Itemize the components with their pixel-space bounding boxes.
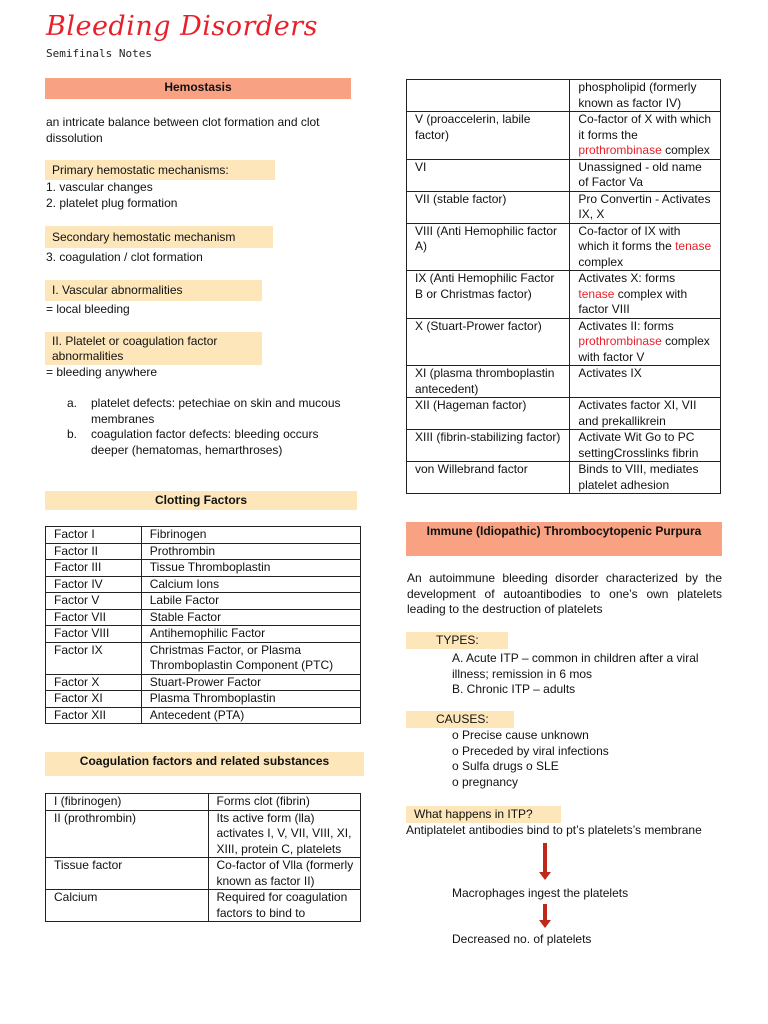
page-subtitle: Semifinals Notes bbox=[46, 47, 152, 60]
description-text: Activates IX bbox=[578, 366, 642, 380]
list-item: b. coagulation factor defects: bleeding occurs deeper (hematomas, hemarthroses) bbox=[67, 427, 319, 457]
factor-cell: XIII (fibrin-stabilizing factor) bbox=[407, 430, 570, 462]
description-cell bbox=[570, 159, 721, 191]
platelet-abnormalities-label: II. Platelet or coagulation factor abnormalities bbox=[45, 332, 262, 365]
factor-cell: XI (plasma thromboplastin antecedent) bbox=[407, 366, 570, 398]
description-cell bbox=[570, 318, 721, 366]
itp-causes-list bbox=[452, 728, 722, 790]
description-cell: Antihemophilic Factor bbox=[141, 626, 360, 643]
description-cell bbox=[570, 398, 721, 430]
list-item: a. platelet defects: petechiae on skin and mucous membranes bbox=[67, 396, 341, 426]
factor-cell: Factor IX bbox=[46, 642, 142, 674]
factor-cell: Factor V bbox=[46, 593, 142, 610]
table-row bbox=[407, 191, 721, 223]
description-cell: Its active form (lla) activates I, V, VII, VIII, XI, XIII, protein C, platelets bbox=[208, 810, 361, 858]
flow-arrow-1-shaft bbox=[543, 843, 547, 874]
factor-cell: Tissue factor bbox=[46, 858, 209, 890]
factor-cell: Factor VIII bbox=[46, 626, 142, 643]
description-text: Pro Convertin - Activates IX, X bbox=[578, 191, 711, 221]
description-cell: Forms clot (fibrin) bbox=[208, 794, 361, 811]
clotting-factors-table bbox=[45, 526, 361, 724]
factor-cell: Factor IV bbox=[46, 576, 142, 593]
factor-cell: VIII (Anti Hemophilic factor A) bbox=[407, 223, 570, 271]
table-row bbox=[46, 560, 361, 577]
table-row bbox=[46, 609, 361, 626]
description-cell bbox=[570, 271, 721, 319]
description-text: Co-factor of X with which it forms the bbox=[578, 112, 712, 142]
secondary-mechanism-label: Secondary hemostatic mechanism bbox=[45, 226, 273, 248]
arrow-down-icon bbox=[539, 872, 551, 880]
description-cell bbox=[570, 191, 721, 223]
list-item: B. Chronic ITP – adults bbox=[452, 682, 576, 696]
platelet-note: = bleeding anywhere bbox=[46, 365, 158, 379]
description-cell: Plasma Thromboplastin bbox=[141, 691, 360, 708]
vascular-abnormalities-label: I. Vascular abnormalities bbox=[45, 280, 262, 301]
table-row bbox=[46, 642, 361, 674]
table-row bbox=[46, 890, 361, 922]
complex-term: tenase bbox=[675, 239, 712, 253]
hemostasis-definition: an intricate balance between clot formation and clot dissolution bbox=[46, 115, 320, 145]
table-row bbox=[46, 674, 361, 691]
description-text: complex bbox=[661, 143, 710, 157]
description-cell bbox=[570, 112, 721, 160]
complex-term: prothrombinase bbox=[578, 143, 662, 157]
description-cell: Labile Factor bbox=[141, 593, 360, 610]
table-row bbox=[46, 543, 361, 560]
factor-cell: VI bbox=[407, 159, 570, 191]
description-text: Activates X: forms bbox=[578, 271, 676, 285]
description-cell: Stuart-Prower Factor bbox=[141, 674, 360, 691]
secondary-mechanism-item: 3. coagulation / clot formation bbox=[46, 250, 203, 264]
table-row bbox=[46, 626, 361, 643]
table-row bbox=[407, 80, 721, 112]
factor-cell: Factor XII bbox=[46, 707, 142, 724]
description-text: complex with factor V bbox=[578, 334, 710, 364]
factor-cell: Factor I bbox=[46, 527, 142, 544]
defects-list bbox=[67, 396, 357, 458]
table-row bbox=[407, 223, 721, 271]
itp-flow-step-2: Macrophages ingest the platelets bbox=[452, 886, 629, 900]
description-cell: Tissue Thromboplastin bbox=[141, 560, 360, 577]
complex-term: prothrombinase bbox=[578, 334, 662, 348]
itp-what-happens-label: What happens in ITP? bbox=[406, 806, 561, 823]
factor-cell: Factor XI bbox=[46, 691, 142, 708]
description-cell: Christmas Factor, or Plasma Thromboplastin Component (PTC) bbox=[141, 642, 360, 674]
factor-description-table bbox=[406, 79, 721, 494]
primary-mechanisms-list bbox=[46, 180, 177, 211]
description-text: complex with factor VIII bbox=[578, 286, 688, 316]
coag-substances-table bbox=[45, 793, 361, 922]
factor-cell: XII (Hageman factor) bbox=[407, 398, 570, 430]
table-row bbox=[46, 527, 361, 544]
table-row bbox=[407, 318, 721, 366]
factor-cell: Factor III bbox=[46, 560, 142, 577]
factor-cell: Factor II bbox=[46, 543, 142, 560]
description-cell: Prothrombin bbox=[141, 543, 360, 560]
description-cell: Co-factor of Vlla (formerly known as factor II) bbox=[208, 858, 361, 890]
factor-cell: Calcium bbox=[46, 890, 209, 922]
table-row bbox=[46, 576, 361, 593]
table-row bbox=[46, 691, 361, 708]
itp-causes-label: CAUSES: bbox=[406, 711, 514, 728]
table-row bbox=[46, 707, 361, 724]
factor-cell bbox=[407, 80, 570, 112]
factor-cell: I (fibrinogen) bbox=[46, 794, 209, 811]
factor-cell: V (proaccelerin, labile factor) bbox=[407, 112, 570, 160]
description-cell: Antecedent (PTA) bbox=[141, 707, 360, 724]
itp-types-label: TYPES: bbox=[406, 632, 508, 649]
list-item: A. Acute ITP – common in children after a viral illness; remission in 6 mos bbox=[452, 651, 699, 681]
description-text: Binds to VIII, mediates platelet adhesion bbox=[578, 462, 699, 492]
description-cell bbox=[570, 223, 721, 271]
complex-term: tenase bbox=[578, 286, 615, 301]
factor-cell: VII (stable factor) bbox=[407, 191, 570, 223]
description-text: Unassigned - old name of Factor Va bbox=[578, 159, 702, 189]
table-row bbox=[46, 593, 361, 610]
factor-cell: X (Stuart-Prower factor) bbox=[407, 318, 570, 366]
description-cell bbox=[570, 462, 721, 494]
list-item: o pregnancy bbox=[452, 774, 519, 789]
description-cell: Calcium Ions bbox=[141, 576, 360, 593]
description-cell bbox=[570, 80, 721, 112]
arrow-down-icon bbox=[539, 920, 551, 928]
description-text: complex bbox=[578, 254, 624, 269]
table-row bbox=[407, 112, 721, 160]
factor-cell: von Willebrand factor bbox=[407, 462, 570, 494]
itp-types-list bbox=[452, 651, 724, 698]
coag-substances-heading: Coagulation factors and related substances bbox=[45, 752, 364, 776]
description-text: Activate Wit Go to PC settingCrosslinks fibrin bbox=[578, 430, 699, 460]
table-row bbox=[407, 366, 721, 398]
table-row bbox=[407, 462, 721, 494]
factor-cell: Factor X bbox=[46, 674, 142, 691]
factor-cell: Factor VII bbox=[46, 609, 142, 626]
description-cell: Stable Factor bbox=[141, 609, 360, 626]
description-cell bbox=[570, 366, 721, 398]
itp-flow-step-3: Decreased no. of platelets bbox=[452, 932, 592, 946]
description-text: Activates factor XI, VII and prekallikrein bbox=[578, 398, 697, 428]
list-item: o Precise cause unknown bbox=[452, 728, 589, 742]
table-row bbox=[407, 271, 721, 319]
description-text: Activates II: forms bbox=[578, 318, 674, 333]
description-text: Co-factor of IX with which it forms the bbox=[578, 223, 681, 253]
table-row bbox=[46, 858, 361, 890]
description-cell: Required for coagulation factors to bind to bbox=[208, 890, 361, 922]
hemostasis-heading: Hemostasis bbox=[45, 78, 351, 99]
description-text: phospholipid (formerly known as factor IV) bbox=[578, 80, 697, 110]
list-item: 1. vascular changes bbox=[46, 180, 153, 194]
clotting-factors-heading: Clotting Factors bbox=[45, 491, 357, 510]
table-row bbox=[407, 159, 721, 191]
table-row bbox=[407, 398, 721, 430]
description-cell: Fibrinogen bbox=[141, 527, 360, 544]
list-item: o Preceded by viral infections bbox=[452, 743, 609, 758]
table-row bbox=[46, 794, 361, 811]
table-row bbox=[407, 430, 721, 462]
itp-heading: Immune (Idiopathic) Thrombocytopenic Purpura bbox=[406, 522, 722, 556]
description-cell bbox=[570, 430, 721, 462]
factor-cell: IX (Anti Hemophilic Factor B or Christmas factor) bbox=[407, 271, 570, 319]
vascular-note: = local bleeding bbox=[46, 302, 130, 316]
itp-description: An autoimmune bleeding disorder characterized by the development of autoantibodies to one’s own platelets leading to the destruction of platelets bbox=[407, 571, 722, 616]
list-item: o Sulfa drugs o SLE bbox=[452, 759, 559, 773]
list-item: 2. platelet plug formation bbox=[46, 195, 178, 210]
table-row bbox=[46, 810, 361, 858]
factor-cell: II (prothrombin) bbox=[46, 810, 209, 858]
itp-flow-step-1: Antiplatelet antibodies bind to pt’s platelets’s membrane bbox=[406, 823, 702, 837]
primary-mechanisms-label: Primary hemostatic mechanisms: bbox=[45, 160, 275, 180]
page-title: Bleeding Disorders bbox=[46, 11, 318, 42]
